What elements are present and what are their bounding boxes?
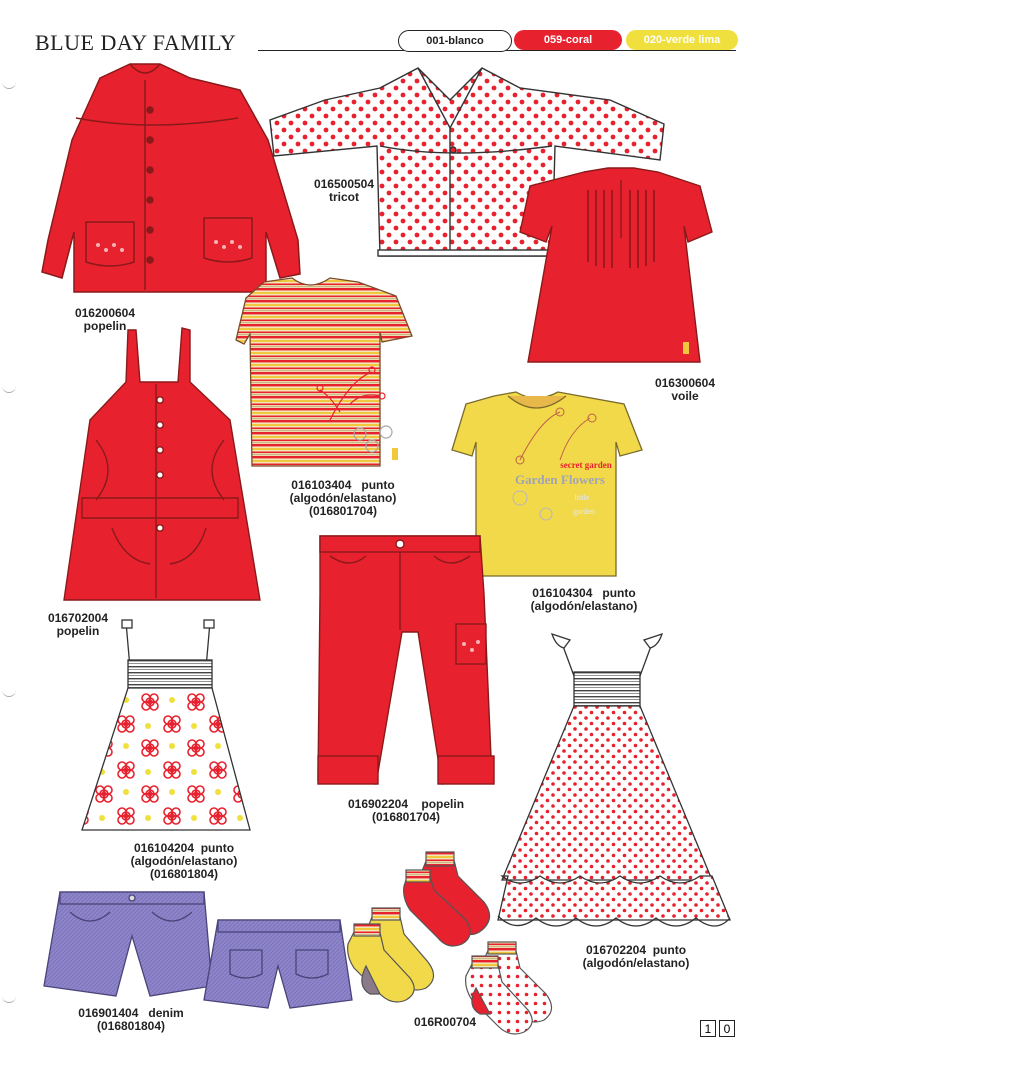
color-chip-coral: 059-coral bbox=[514, 30, 622, 50]
color-chip-blanco: 001-blanco bbox=[398, 30, 512, 52]
garment-striped-tee bbox=[236, 278, 412, 466]
item-label-016702004: 016702004 popelin bbox=[47, 611, 109, 638]
item-label-016702204: 016702204 punto (algodón/elastano) bbox=[582, 943, 690, 970]
item-label-016R00704: 016R00704 bbox=[413, 1015, 477, 1029]
print-text-garden-flowers: Garden Flowers bbox=[515, 472, 605, 487]
garment-floral-top bbox=[82, 620, 250, 830]
item-label-016300604: 016300604 voile bbox=[654, 376, 716, 403]
page-number-digit: 1 bbox=[700, 1020, 716, 1037]
item-label-016902204: 016902204 popelin (016801704) bbox=[347, 797, 465, 824]
item-label-016200604: 016200604 popelin bbox=[74, 306, 136, 333]
print-text-garden: garden bbox=[573, 507, 595, 516]
garment-denim-shorts-front bbox=[44, 892, 212, 996]
garment-red-pinafore bbox=[64, 328, 260, 600]
print-text-little: little bbox=[574, 493, 590, 502]
color-chip-verde-lima: 020-verde lima bbox=[626, 30, 738, 50]
garment-red-trousers bbox=[318, 536, 494, 784]
item-label-016500504: 016500504 tricot bbox=[313, 177, 375, 204]
print-text-secret-garden: secret garden bbox=[560, 460, 612, 470]
page-title: BLUE DAY FAMILY bbox=[35, 30, 237, 55]
page-number-digit: 0 bbox=[719, 1020, 735, 1037]
garment-dotted-dress bbox=[498, 634, 730, 926]
item-label-016104304: 016104304 punto (algodón/elastano) bbox=[530, 586, 638, 613]
garment-red-jacket bbox=[42, 64, 300, 292]
garment-denim-shorts-back bbox=[204, 920, 352, 1008]
item-label-016901404: 016901404 denim (016801804) bbox=[78, 1006, 184, 1033]
item-label-016104204: 016104204 punto (algodón/elastano) (016801804) bbox=[130, 841, 238, 881]
garment-red-blouse bbox=[520, 168, 712, 362]
item-label-016103404: 016103404 punto (algodón/elastano) (016801704) bbox=[289, 478, 397, 518]
